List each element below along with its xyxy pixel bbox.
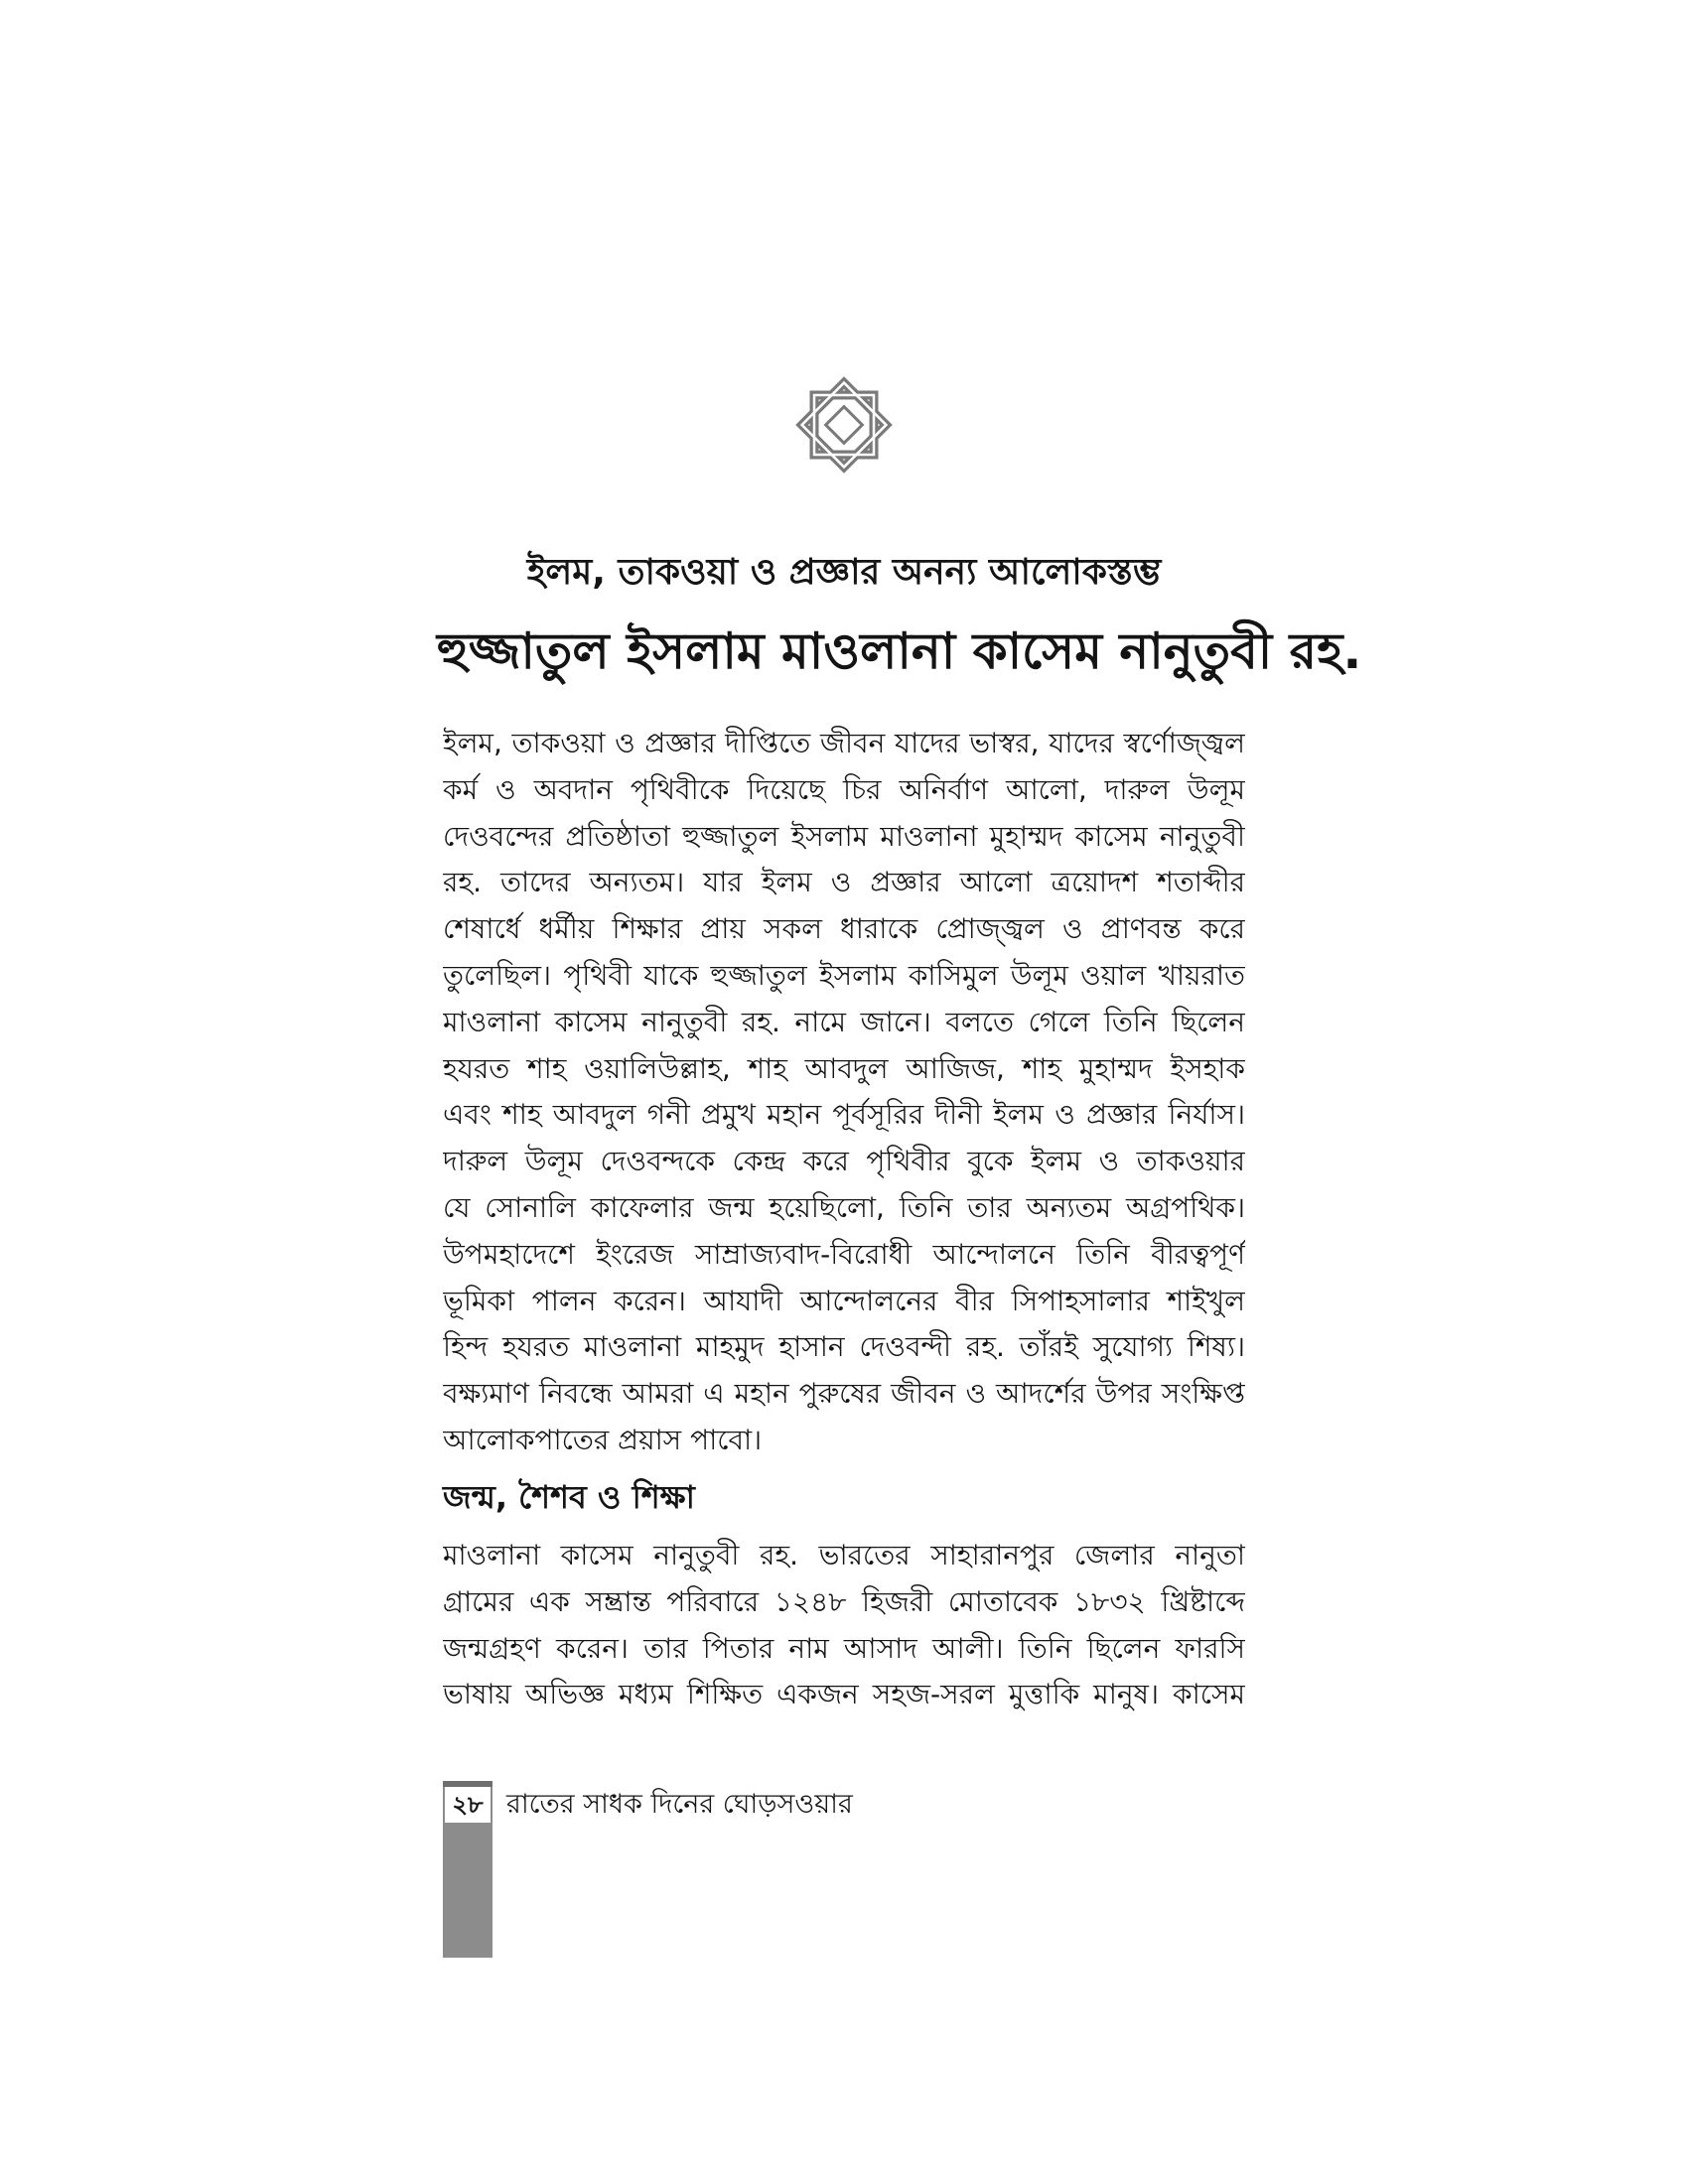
paragraph-line: দেওবন্দের প্রতিষ্ঠাতা হুজ্জাতুল ইসলাম মাওলানা মুহাম্মদ কাসেম নানুতুবী <box>443 819 1245 853</box>
paragraph-line: এবং শাহ আবদুল গনী প্রমুখ মহান পূর্বসূরির দীনী ইলম ও প্রজ্ঞার নির্যাস। <box>443 1098 1245 1132</box>
page-number: ২৮ <box>443 1787 492 1823</box>
paragraph-line: গ্রামের এক সম্ভ্রান্ত পরিবারে ১২৪৮ হিজরী মোতাবেক ১৮৩২ খ্রিষ্টাব্দে <box>443 1584 1245 1618</box>
paragraph-line: দারুল উলূম দেওবন্দকে কেন্দ্র করে পৃথিবীর বুকে ইলম ও তাকওয়ার <box>443 1145 1245 1178</box>
paragraph-line: মাওলানা কাসেম নানুতুবী রহ. ভারতের সাহারানপুর জেলার নানুতা <box>443 1539 1245 1571</box>
section-paragraph <box>443 1533 1245 1718</box>
running-title: রাতের সাধক দিনের ঘোড়সওয়ার <box>506 1789 853 1820</box>
paragraph-line: হযরত শাহ ওয়ালিউল্লাহ, শাহ আবদুল আজিজ, শাহ মুহাম্মদ ইসহাক <box>443 1051 1245 1085</box>
paragraph-line: উপমহাদেশে ইংরেজ সাম্রাজ্যবাদ-বিরোধী আন্দোলনে তিনি বীরত্বপূর্ণ <box>443 1237 1245 1271</box>
paragraph-line: জন্মগ্রহণ করেন। তার পিতার নাম আসাদ আলী। তিনি ছিলেন ফারসি <box>443 1631 1245 1665</box>
paragraph-line: ইলম, তাকওয়া ও প্রজ্ঞার দীপ্তিতে জীবন যাদের ভাস্বর, যাদের স্বর্ণোজ্জ্বল <box>443 727 1245 759</box>
paragraph-line: কর্ম ও অবদান পৃথিবীকে দিয়েছে চির অনির্বাণ আলো, দারুল উলূম <box>443 772 1245 806</box>
paragraph-line: আলোকপাতের প্রয়াস পাবো। <box>443 1423 763 1456</box>
article-kicker: ইলম, তাকওয়া ও প্রজ্ঞার অনন্য আলোকস্তম্ভ <box>526 552 1162 593</box>
paragraph-line: তুলেছিল। পৃথিবী যাকে হুজ্জাতুল ইসলাম কাসিমুল উলূম ওয়াল খায়রাত <box>443 958 1245 992</box>
paragraph-line: ভূমিকা পালন করেন। আযাদী আন্দোলনের বীর সিপাহসালার শাইখুল <box>443 1284 1245 1317</box>
paragraph-line: বক্ষ্যমাণ নিবন্ধে আমরা এ মহান পুরুষের জীবন ও আদর্শের উপর সংক্ষিপ্ত <box>443 1377 1245 1411</box>
paragraph-line: ভাষায় অভিজ্ঞ মধ্যম শিক্ষিত একজন সহজ-সরল মুত্তাকি মানুষ। কাসেম <box>443 1678 1245 1711</box>
paragraph-line: যে সোনালি কাফেলার জন্ম হয়েছিলো, তিনি তার অন্যতম অগ্রপথিক। <box>443 1190 1245 1224</box>
article-title: হুজ্জাতুল ইসলাম মাওলানা কাসেম নানুতুবী রহ. <box>437 622 1362 680</box>
paragraph-line: হিন্দ হযরত মাওলানা মাহমুদ হাসান দেওবন্দী রহ. তাঁরই সুযোগ্য শিষ্য। <box>443 1330 1245 1364</box>
geometric-rosette-icon <box>784 365 904 484</box>
paragraph-line: শেষার্ধে ধর্মীয় শিক্ষার প্রায় সকল ধারাকে প্রোজ্জ্বল ও প্রাণবন্ত করে <box>443 912 1245 946</box>
paragraph-line: মাওলানা কাসেম নানুতুবী রহ. নামে জানে। বলতে গেলে তিনি ছিলেন <box>443 1005 1245 1038</box>
paragraph-line: রহ. তাদের অন্যতম। যার ইলম ও প্রজ্ঞার আলো ত্রয়োদশ শতাব্দীর <box>443 866 1245 899</box>
intro-paragraph <box>443 721 1245 1464</box>
section-heading: জন্ম, শৈশব ও শিক্ষা <box>443 1478 695 1516</box>
